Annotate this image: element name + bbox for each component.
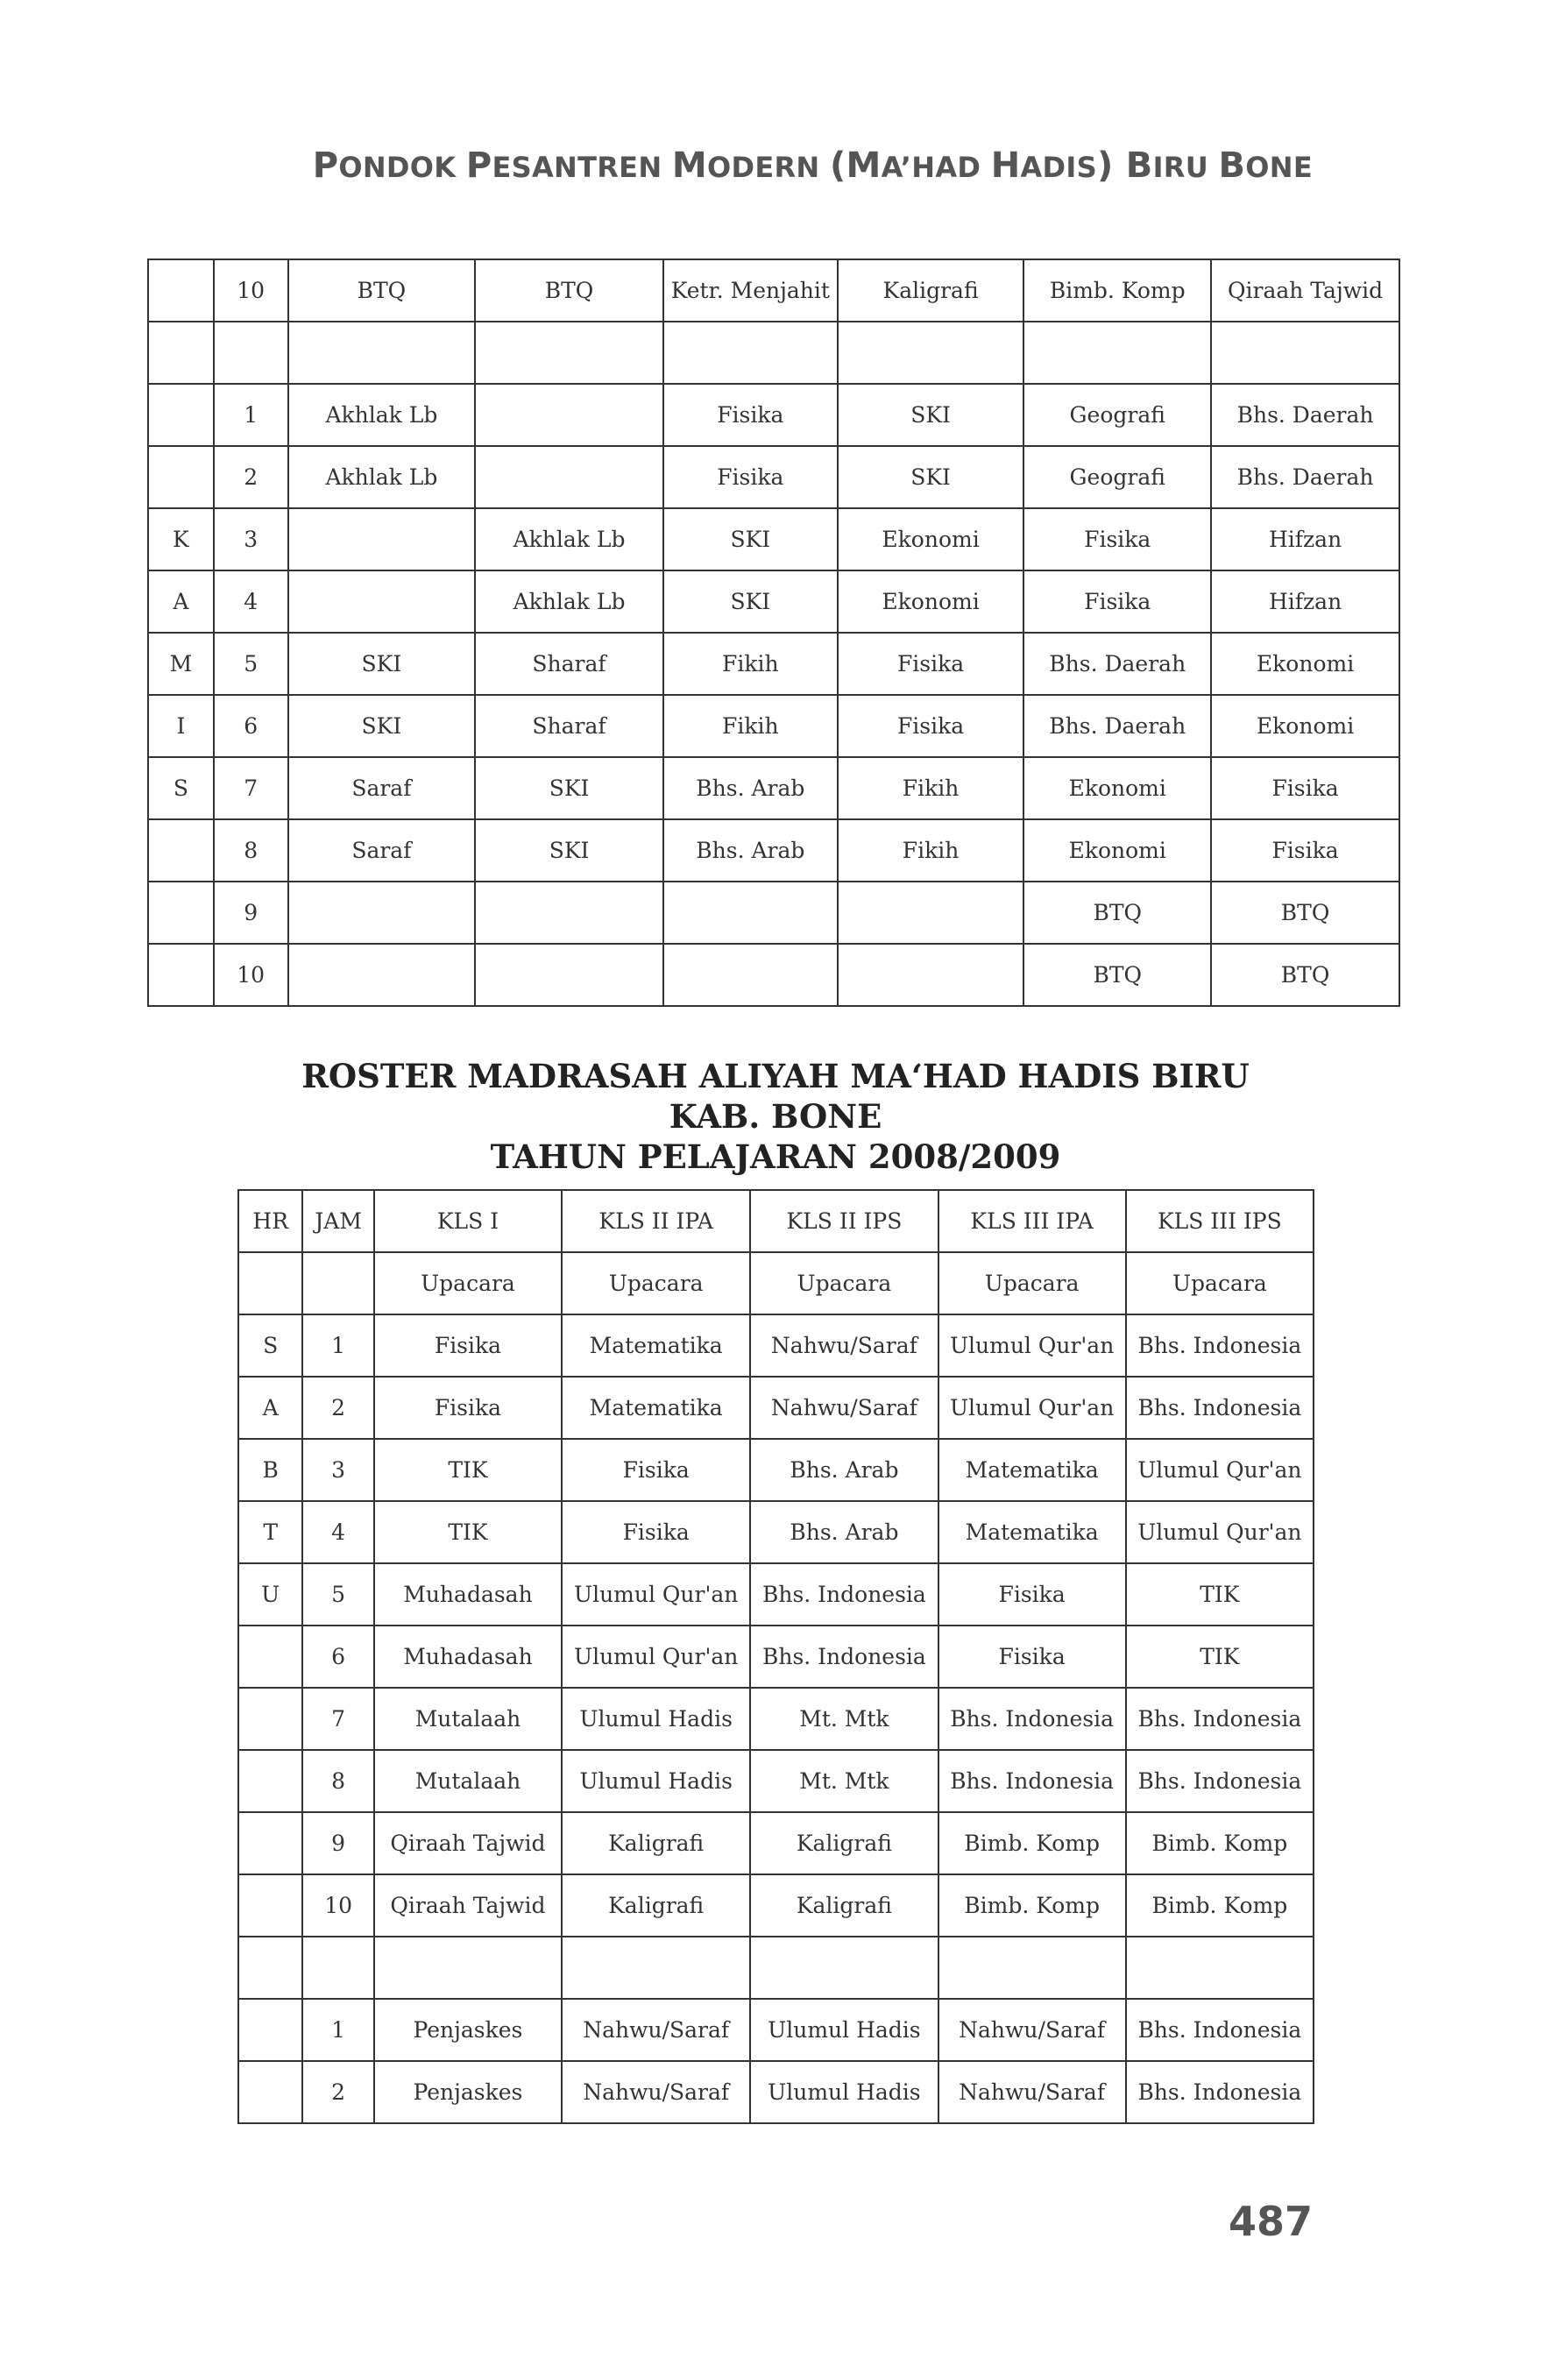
table-cell: Fisika	[1211, 819, 1399, 882]
running-head-rest: ESANTREN	[492, 151, 672, 184]
table-cell: 3	[214, 508, 288, 570]
column-header: KLS I	[374, 1190, 562, 1252]
table-cell: Kaligrafi	[750, 1812, 938, 1874]
table-cell: Bhs. Daerah	[1023, 633, 1211, 695]
table-cell	[148, 882, 214, 944]
table-row	[238, 1252, 1314, 1314]
running-head-cap: H	[990, 145, 1021, 186]
table-cell: Bimb. Komp	[938, 1812, 1126, 1874]
schedule-table-continued	[147, 259, 1400, 1007]
table-cell: TIK	[1126, 1563, 1314, 1626]
table-row	[238, 2061, 1314, 2123]
table-cell: 5	[302, 1563, 373, 1626]
table-cell: TIK	[1126, 1626, 1314, 1688]
table-cell	[288, 508, 476, 570]
running-head-cap: (M	[829, 145, 882, 186]
table-cell: SKI	[663, 508, 838, 570]
table-cell: Ketr. Menjahit	[663, 259, 838, 322]
table-cell: Ulumul Qur'an	[562, 1563, 750, 1626]
running-head-cap: P	[465, 145, 492, 186]
table-cell	[562, 1937, 750, 1999]
table-cell: BTQ	[475, 259, 663, 322]
table-cell	[663, 944, 838, 1006]
table1-body	[148, 259, 1399, 1006]
table-row	[148, 633, 1399, 695]
table-cell	[214, 322, 288, 384]
table-cell: Fisika	[663, 446, 838, 508]
table-cell: Ulumul Qur'an	[938, 1314, 1126, 1377]
table-cell: Fisika	[838, 695, 1024, 757]
table-cell: Upacara	[1126, 1252, 1314, 1314]
table-cell: Nahwu/Saraf	[562, 2061, 750, 2123]
table-row	[238, 1937, 1314, 1999]
table-row	[238, 1999, 1314, 2061]
table-row	[238, 1812, 1314, 1874]
table-cell: Upacara	[750, 1252, 938, 1314]
table-cell: B	[238, 1439, 302, 1501]
table-cell: Fikih	[663, 633, 838, 695]
table-cell: Geografi	[1023, 384, 1211, 446]
table-cell: 1	[302, 1999, 373, 2061]
table-cell: BTQ	[288, 259, 476, 322]
table-cell: BTQ	[1211, 944, 1399, 1006]
table-cell: Fisika	[1023, 508, 1211, 570]
table-cell: Bimb. Komp	[1023, 259, 1211, 322]
table-cell: Hifzan	[1211, 508, 1399, 570]
table-cell: 4	[302, 1501, 373, 1563]
table-cell: SKI	[475, 819, 663, 882]
table-cell: Bhs. Daerah	[1211, 446, 1399, 508]
table-cell: Fisika	[938, 1626, 1126, 1688]
table-row	[238, 1314, 1314, 1377]
table-cell: SKI	[663, 570, 838, 633]
table-row	[238, 1377, 1314, 1439]
page-number: 487	[1228, 2198, 1313, 2245]
column-header: KLS III IPS	[1126, 1190, 1314, 1252]
table-cell	[838, 322, 1024, 384]
column-header: KLS III IPA	[938, 1190, 1126, 1252]
table-cell	[148, 384, 214, 446]
table-cell	[475, 944, 663, 1006]
table-cell: Fisika	[1211, 757, 1399, 819]
table-cell: SKI	[838, 446, 1024, 508]
table-row	[238, 1750, 1314, 1812]
table-cell: Bhs. Indonesia	[750, 1626, 938, 1688]
table-cell	[238, 1937, 302, 1999]
table-cell: 1	[214, 384, 288, 446]
table-cell	[288, 570, 476, 633]
column-header: HR	[238, 1190, 302, 1252]
table-cell: Upacara	[562, 1252, 750, 1314]
table-cell	[1126, 1937, 1314, 1999]
table-cell: T	[238, 1501, 302, 1563]
table-cell	[148, 259, 214, 322]
table-cell: Hifzan	[1211, 570, 1399, 633]
table-row	[148, 570, 1399, 633]
table-cell: Fikih	[663, 695, 838, 757]
table-cell: Bhs. Arab	[663, 819, 838, 882]
running-head	[0, 145, 1551, 186]
running-head-cap: M	[671, 145, 707, 186]
table-cell: SKI	[288, 633, 476, 695]
table-cell: Bhs. Indonesia	[1126, 1999, 1314, 2061]
table-cell: M	[148, 633, 214, 695]
table-cell: Bhs. Indonesia	[1126, 1377, 1314, 1439]
table-cell: Bimb. Komp	[1126, 1812, 1314, 1874]
table-cell: Bhs. Indonesia	[1126, 1750, 1314, 1812]
table-cell	[663, 882, 838, 944]
table-cell: Nahwu/Saraf	[562, 1999, 750, 2061]
roster-title-line3: TAHUN PELAJARAN 2008/2009	[490, 1137, 1061, 1176]
table-row	[148, 384, 1399, 446]
table-cell: U	[238, 1563, 302, 1626]
table2-body	[238, 1252, 1314, 2123]
table-cell: Kaligrafi	[562, 1874, 750, 1937]
table-cell: Fisika	[838, 633, 1024, 695]
table-cell	[938, 1937, 1126, 1999]
table-cell: Bhs. Indonesia	[938, 1750, 1126, 1812]
table-cell: Fisika	[938, 1563, 1126, 1626]
table-cell: Ekonomi	[1023, 819, 1211, 882]
table-cell: Fisika	[374, 1314, 562, 1377]
table-cell: Mt. Mtk	[750, 1688, 938, 1750]
table-cell: 6	[214, 695, 288, 757]
header-row	[238, 1190, 1314, 1252]
table-row	[148, 757, 1399, 819]
table-cell: Akhlak Lb	[475, 570, 663, 633]
table-cell	[374, 1937, 562, 1999]
table-cell: TIK	[374, 1439, 562, 1501]
table-cell	[288, 944, 476, 1006]
table-cell: Ulumul Qur'an	[562, 1626, 750, 1688]
table-cell: Bhs. Daerah	[1211, 384, 1399, 446]
table-cell: Mutalaah	[374, 1688, 562, 1750]
table-cell: Akhlak Lb	[288, 384, 476, 446]
table-cell: Saraf	[288, 757, 476, 819]
table-row	[238, 1563, 1314, 1626]
table-cell: S	[148, 757, 214, 819]
table-cell: Fisika	[663, 384, 838, 446]
table-cell: Ekonomi	[1211, 633, 1399, 695]
table-cell: Fikih	[838, 757, 1024, 819]
table-cell: Bhs. Indonesia	[938, 1688, 1126, 1750]
table-cell: 8	[214, 819, 288, 882]
table-cell: Upacara	[938, 1252, 1126, 1314]
table-cell: Bhs. Arab	[750, 1501, 938, 1563]
table-cell: 2	[214, 446, 288, 508]
table-row	[148, 322, 1399, 384]
running-head-rest: A’HAD	[881, 151, 991, 184]
table-cell: Matematika	[562, 1377, 750, 1439]
table-cell	[475, 882, 663, 944]
table-cell: Bhs. Daerah	[1023, 695, 1211, 757]
roster-title	[0, 1056, 1551, 1177]
table-cell: 2	[302, 1377, 373, 1439]
table-cell: Bhs. Indonesia	[1126, 1314, 1314, 1377]
table-cell: Ekonomi	[838, 508, 1024, 570]
table-cell: Nahwu/Saraf	[750, 1377, 938, 1439]
table-row	[238, 1501, 1314, 1563]
table-cell: Qiraah Tajwid	[374, 1812, 562, 1874]
table-cell	[838, 882, 1024, 944]
table-cell	[302, 1937, 373, 1999]
table-row	[148, 259, 1399, 322]
table-cell: 5	[214, 633, 288, 695]
table-cell: Ulumul Hadis	[562, 1688, 750, 1750]
running-head-cap: B	[1218, 145, 1246, 186]
table-cell: BTQ	[1211, 882, 1399, 944]
table-cell: Ekonomi	[1023, 757, 1211, 819]
table-cell: SKI	[838, 384, 1024, 446]
table-cell: Ulumul Qur'an	[938, 1377, 1126, 1439]
table-cell: 7	[302, 1688, 373, 1750]
table-cell: Ulumul Qur'an	[1126, 1501, 1314, 1563]
running-head-rest: ODERN	[706, 151, 830, 184]
table-cell: Fikih	[838, 819, 1024, 882]
table-cell: Akhlak Lb	[475, 508, 663, 570]
table-row	[238, 1439, 1314, 1501]
table-cell: Ekonomi	[838, 570, 1024, 633]
table-cell: Ulumul Qur'an	[1126, 1439, 1314, 1501]
table-cell: Bhs. Arab	[663, 757, 838, 819]
table-cell	[148, 446, 214, 508]
table-cell: K	[148, 508, 214, 570]
table-cell	[1211, 322, 1399, 384]
table-cell: Muhadasah	[374, 1563, 562, 1626]
table-cell	[288, 882, 476, 944]
table-cell: Upacara	[374, 1252, 562, 1314]
table-cell	[238, 1874, 302, 1937]
table-cell	[1023, 322, 1211, 384]
column-header: KLS II IPA	[562, 1190, 750, 1252]
table-row	[238, 1688, 1314, 1750]
table-cell: 9	[214, 882, 288, 944]
table-cell	[475, 322, 663, 384]
table-row	[148, 695, 1399, 757]
table-cell: Qiraah Tajwid	[1211, 259, 1399, 322]
table-cell	[238, 2061, 302, 2123]
roster-title-line2: KAB. BONE	[669, 1097, 882, 1136]
table-cell: Kaligrafi	[562, 1812, 750, 1874]
table-cell: 10	[302, 1874, 373, 1937]
roster-table	[237, 1189, 1314, 2124]
table-cell: 6	[302, 1626, 373, 1688]
running-head-cap: ) B	[1096, 145, 1153, 186]
table-cell: A	[238, 1377, 302, 1439]
table-cell: 4	[214, 570, 288, 633]
column-header: KLS II IPS	[750, 1190, 938, 1252]
table-cell: Nahwu/Saraf	[750, 1314, 938, 1377]
table-cell: Ulumul Hadis	[750, 1999, 938, 2061]
table-cell	[238, 1750, 302, 1812]
table-cell	[238, 1626, 302, 1688]
table-cell: Ulumul Hadis	[562, 1750, 750, 1812]
table-row	[148, 882, 1399, 944]
table-cell: TIK	[374, 1501, 562, 1563]
table-cell: A	[148, 570, 214, 633]
table-cell	[288, 322, 476, 384]
table-cell	[475, 446, 663, 508]
running-head-rest: ONDOK	[338, 151, 466, 184]
table-cell: Muhadasah	[374, 1626, 562, 1688]
running-head-rest: ADIS	[1020, 151, 1097, 184]
table-cell: Kaligrafi	[750, 1874, 938, 1937]
table-cell	[238, 1252, 302, 1314]
table-cell	[148, 819, 214, 882]
table-cell	[238, 1688, 302, 1750]
table2-header	[238, 1190, 1314, 1252]
table-cell: 7	[214, 757, 288, 819]
table-cell: Bimb. Komp	[938, 1874, 1126, 1937]
table-cell	[838, 944, 1024, 1006]
table-cell: BTQ	[1023, 944, 1211, 1006]
table-cell: 3	[302, 1439, 373, 1501]
table-cell	[148, 944, 214, 1006]
table-cell: I	[148, 695, 214, 757]
table-cell: Ulumul Hadis	[750, 2061, 938, 2123]
table-cell: Mt. Mtk	[750, 1750, 938, 1812]
table-cell: 1	[302, 1314, 373, 1377]
table-cell: Penjaskes	[374, 2061, 562, 2123]
table-cell: Kaligrafi	[838, 259, 1024, 322]
table-cell: S	[238, 1314, 302, 1377]
table-cell: Geografi	[1023, 446, 1211, 508]
table-cell: Saraf	[288, 819, 476, 882]
running-head-cap: P	[312, 145, 339, 186]
table-row	[148, 446, 1399, 508]
table-cell: Bhs. Indonesia	[1126, 2061, 1314, 2123]
table-cell	[663, 322, 838, 384]
table-cell: Nahwu/Saraf	[938, 1999, 1126, 2061]
running-head-rest: IRU	[1152, 151, 1219, 184]
table-cell: BTQ	[1023, 882, 1211, 944]
table-cell: Matematika	[938, 1501, 1126, 1563]
table-cell: Matematika	[938, 1439, 1126, 1501]
table-cell: Fisika	[374, 1377, 562, 1439]
table-row	[238, 1626, 1314, 1688]
roster-title-line1: ROSTER MADRASAH ALIYAH MA‘HAD HADIS BIRU	[301, 1057, 1250, 1095]
table-row	[238, 1874, 1314, 1937]
running-head-rest: ONE	[1245, 151, 1313, 184]
table-cell	[475, 384, 663, 446]
table-cell: Sharaf	[475, 633, 663, 695]
table-row	[148, 508, 1399, 570]
table-cell: Penjaskes	[374, 1999, 562, 2061]
table-cell: Mutalaah	[374, 1750, 562, 1812]
table-cell: Nahwu/Saraf	[938, 2061, 1126, 2123]
table-cell: Bhs. Indonesia	[1126, 1688, 1314, 1750]
table-cell: Matematika	[562, 1314, 750, 1377]
column-header: JAM	[302, 1190, 373, 1252]
table-cell: 10	[214, 259, 288, 322]
table-cell: 2	[302, 2061, 373, 2123]
table-cell	[302, 1252, 373, 1314]
table-cell: 9	[302, 1812, 373, 1874]
table-cell: 8	[302, 1750, 373, 1812]
table-cell	[238, 1999, 302, 2061]
table-row	[148, 944, 1399, 1006]
table-cell: Bhs. Arab	[750, 1439, 938, 1501]
table-cell: Fisika	[562, 1439, 750, 1501]
table-cell: Qiraah Tajwid	[374, 1874, 562, 1937]
table-cell: Bimb. Komp	[1126, 1874, 1314, 1937]
table-row	[148, 819, 1399, 882]
table-cell: Bhs. Indonesia	[750, 1563, 938, 1626]
table-cell: Fisika	[562, 1501, 750, 1563]
table-cell	[238, 1812, 302, 1874]
table-cell: Fisika	[1023, 570, 1211, 633]
table-cell: SKI	[475, 757, 663, 819]
table-cell: SKI	[288, 695, 476, 757]
table-cell: Akhlak Lb	[288, 446, 476, 508]
table-cell: 10	[214, 944, 288, 1006]
table-cell	[148, 322, 214, 384]
table-cell	[750, 1937, 938, 1999]
table-cell: Sharaf	[475, 695, 663, 757]
table-cell: Ekonomi	[1211, 695, 1399, 757]
